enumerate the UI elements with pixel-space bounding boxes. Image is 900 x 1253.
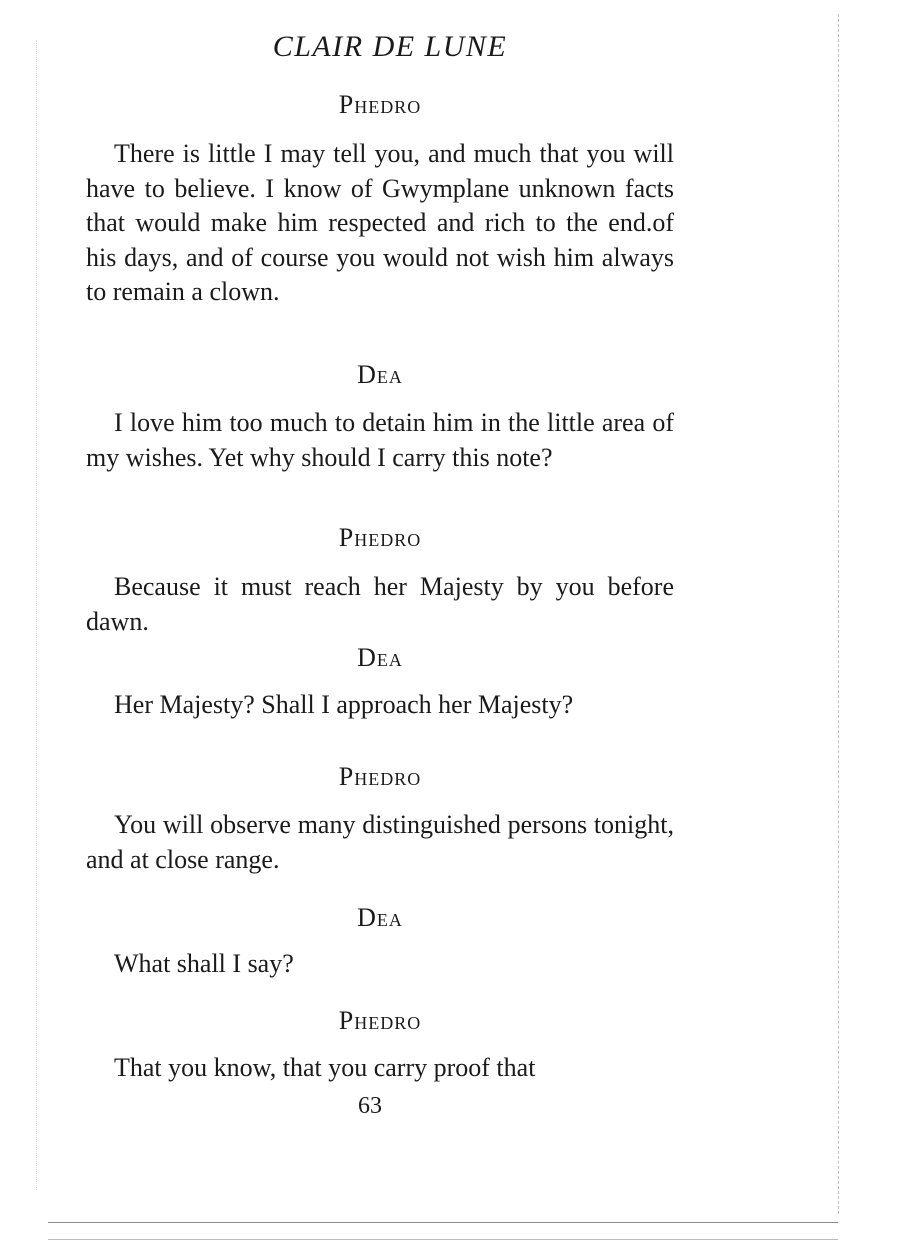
speech-text: That you know, that you carry proof that (114, 1053, 536, 1082)
speaker-name: Phedro (338, 1006, 422, 1035)
page-edge-right (838, 14, 839, 1214)
speech-text: There is little I may tell you, and much that you will have to believe. I know of Gwymplane unknown facts that would make him respected and rich to the end.of his days, and of course you would not wish him always to remain a clown. (86, 139, 674, 306)
speech-text: Her Majesty? Shall I approach her Majesty? (114, 690, 574, 719)
speaker-name: Phedro (338, 90, 422, 119)
page-edge-left (36, 40, 37, 1190)
speaker-name: Dea (357, 903, 403, 932)
speech-text: Because it must reach her Majesty by you before dawn. (86, 572, 674, 636)
speaker-name: Phedro (338, 762, 422, 791)
running-head: CLAIR DE LUNE (272, 30, 508, 63)
page-edge-bottom (48, 1222, 838, 1223)
speech-text: I love him too much to detain him in the little area of my wishes. Yet why should I carry this note? (86, 408, 674, 472)
page-edge-bottom-shadow (48, 1239, 838, 1240)
speech-text: What shall I say? (114, 949, 294, 978)
speaker-name: Dea (357, 360, 403, 389)
speech-text: You will observe many distinguished persons tonight, and at close range. (86, 810, 674, 874)
speaker-name: Dea (357, 643, 403, 672)
speaker-name: Phedro (338, 523, 422, 552)
page-number: 63 (358, 1093, 382, 1119)
